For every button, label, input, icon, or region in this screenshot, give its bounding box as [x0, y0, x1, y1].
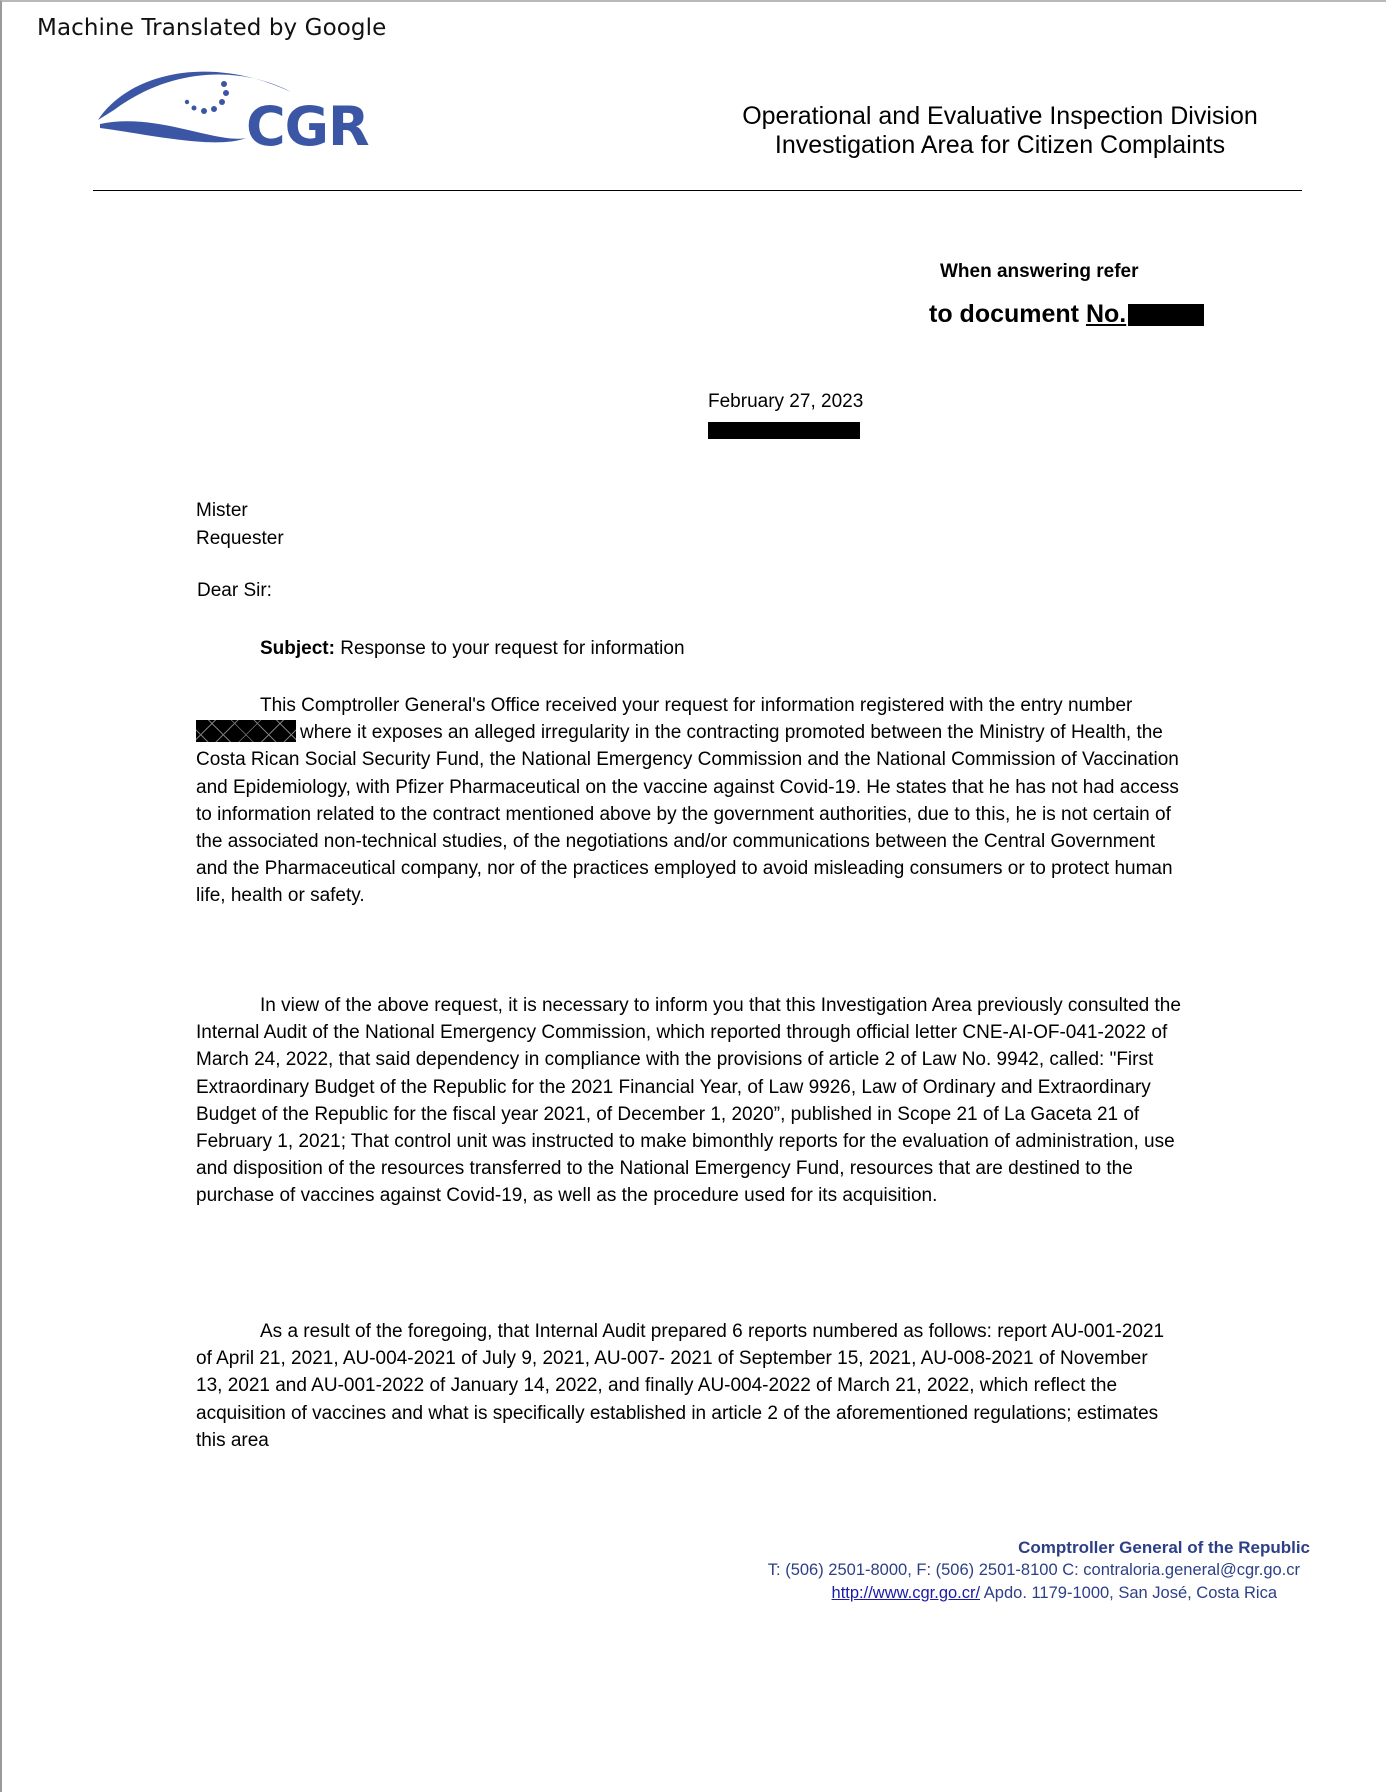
footer-address-line: [768, 1582, 1310, 1605]
paragraph-line: life, health or safety.: [196, 885, 365, 907]
paragraph-line: of April 21, 2021, AU-004-2021 of July 9, 2021, AU-007- 2021 of September 15, 2021, AU-008-2021 of November: [196, 1348, 1148, 1370]
division-name: Operational and Evaluative Inspection Division: [742, 102, 1258, 130]
paragraph-line: This Comptroller General's Office received your request for information registered with the entry number: [260, 695, 1133, 716]
paragraph-line: February 1, 2021; That control unit was instructed to make bimonthly reports for the evaluation of administration, use: [196, 1131, 1175, 1153]
paragraph-3: [196, 1318, 1226, 1454]
paragraph-line: In view of the above request, it is necessary to inform you that this Investigation Area previously consulted the: [260, 995, 1181, 1016]
paragraph-line: 13, 2021 and AU-001-2022 of January 14, 2022, and finally AU-004-2022 of March 21, 2022, which reflect the: [196, 1375, 1118, 1397]
paragraph-line: March 24, 2022, that said dependency in compliance with the provisions of article 2 of Law No. 9942, called: "First: [196, 1049, 1154, 1071]
paragraph-line: Internal Audit of the National Emergency Commission, which reported through official letter CNE-AI-OF-041-2022 of: [196, 1022, 1168, 1044]
paragraph-2: [196, 992, 1226, 1210]
paragraph-line: the associated non-technical studies, of the negotiations and/or communications between the Central Government: [196, 831, 1156, 853]
subject-line: [260, 638, 685, 660]
redaction-block: [708, 422, 860, 439]
reference-doc-prefix: to document: [929, 300, 1079, 328]
subject-label: Subject:: [260, 638, 335, 659]
reference-document: [929, 300, 1204, 329]
translation-banner: Machine Translated by Google: [37, 15, 387, 41]
paragraph-line: As a result of the foregoing, that Internal Audit prepared 6 reports numbered as follows: report AU-001-2021: [260, 1321, 1165, 1342]
letterhead-division: [700, 102, 1300, 160]
cgr-logo-text: CGR: [246, 95, 369, 158]
paragraph-line: this area: [196, 1429, 269, 1451]
paragraph-line: Budget of the Republic for the fiscal year 2021, of December 1, 2020”, published in Scope 21 of La Gaceta 21 of: [196, 1103, 1140, 1125]
paragraph-line: Extraordinary Budget of the Republic for the 2021 Financial Year, of Law 9926, Law of Ordinary and Extraordinary: [196, 1076, 1151, 1098]
letter-date: February 27, 2023: [708, 391, 864, 412]
reference-doc-number-label: No.: [1085, 300, 1127, 328]
redaction-block: [196, 720, 296, 742]
paragraph-line: and the Pharmaceutical company, nor of the practices employed to avoid misleading consumers or to protect human: [196, 858, 1173, 880]
website-link[interactable]: http://www.cgr.go.cr/: [831, 1584, 981, 1602]
addressee: [196, 497, 284, 553]
paragraph-line: Costa Rican Social Security Fund, the National Emergency Commission and the National Commission of Vaccination: [196, 749, 1179, 771]
footer-address: Apdo. 1179-1000, San José, Costa Rica: [983, 1584, 1277, 1602]
paragraph-line: acquisition of vaccines and what is specifically established in article 2 of the aforementioned regulations; estimates: [196, 1402, 1159, 1424]
paragraph-line-text: where it exposes an alleged irregularity in the contracting promoted between the Ministry of Health, the: [300, 722, 1163, 744]
salutation: Dear Sir:: [197, 580, 272, 601]
paragraph-line: and disposition of the resources transferred to the National Emergency Fund, resources that are destined to the: [196, 1158, 1133, 1180]
paragraph-1: [196, 692, 1226, 910]
footer-contact: T: (506) 2501-8000, F: (506) 2501-8100 C: contraloria.general@cgr.go.cr: [767, 1561, 1300, 1579]
addressee-name: Requester: [196, 528, 284, 549]
area-name: Investigation Area for Citizen Complaints: [774, 131, 1226, 159]
redaction-block: [1128, 304, 1204, 326]
subject-text: Response to your request for information: [340, 638, 685, 659]
footer-organization: Comptroller General of the Republic: [1018, 1538, 1310, 1557]
paragraph-line: [196, 719, 1226, 746]
header-divider: [93, 190, 1302, 191]
letter-footer: [768, 1536, 1310, 1605]
paragraph-line: to information related to the contract mentioned above by the government authorities, due to this, he is not certain of: [196, 803, 1171, 825]
cgr-logo: [96, 54, 386, 164]
addressee-title: Mister: [196, 500, 248, 521]
reference-note: When answering refer: [940, 261, 1139, 282]
paragraph-line: and Epidemiology, with Pfizer Pharmaceutical on the vaccine against Covid-19. He states that he has not had access: [196, 776, 1179, 798]
paragraph-line: purchase of vaccines against Covid-19, as well as the procedure used for its acquisition.: [196, 1185, 938, 1207]
